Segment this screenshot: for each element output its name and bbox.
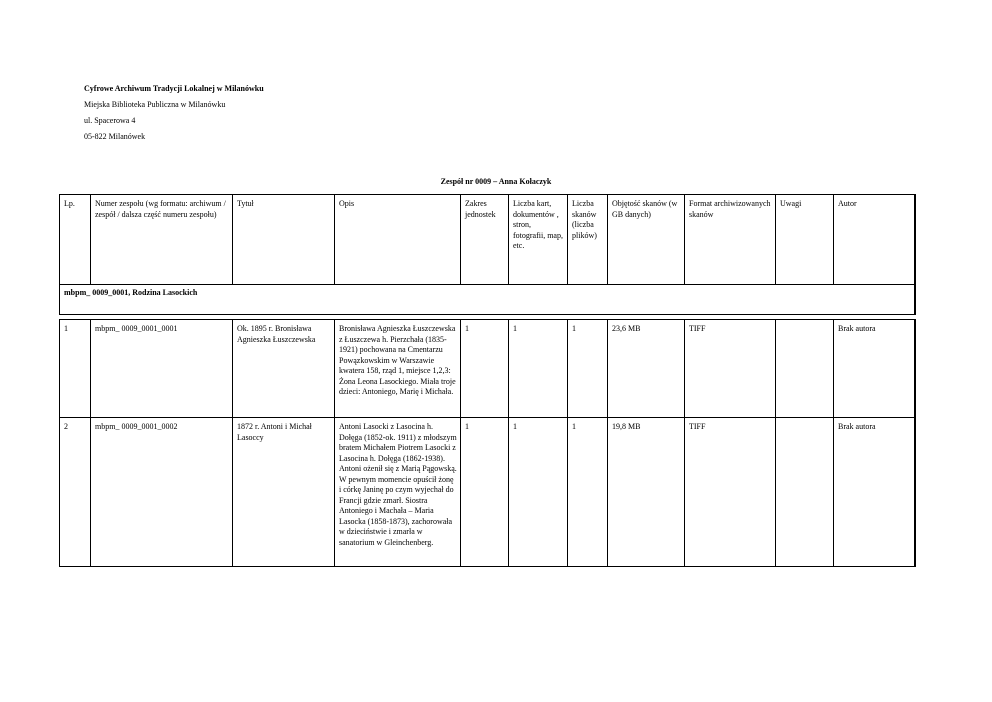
column-header-liczba-kart: Liczba kart, dokumentów , stron, fotografii, map, etc. bbox=[509, 195, 568, 285]
org-name: Cyfrowe Archiwum Tradycji Lokalnej w Milanówku bbox=[84, 84, 264, 93]
cell-numer: mbpm_ 0009_0001_0002 bbox=[91, 418, 233, 567]
cell-tytul: Ok. 1895 r. Bronisława Agnieszka Łuszczewska bbox=[233, 320, 335, 418]
cell-liczba-kart: 1 bbox=[509, 418, 568, 567]
cell-format: TIFF bbox=[685, 320, 776, 418]
cell-numer: mbpm_ 0009_0001_0001 bbox=[91, 320, 233, 418]
cell-uwagi bbox=[776, 320, 834, 418]
column-header-uwagi: Uwagi bbox=[776, 195, 834, 285]
cell-zakres: 1 bbox=[461, 418, 509, 567]
table-row bbox=[60, 320, 915, 418]
cell-objetosc: 23,6 MB bbox=[608, 320, 685, 418]
cell-autor: Brak autora bbox=[834, 320, 915, 418]
cell-liczba-skanow: 1 bbox=[568, 320, 608, 418]
column-header-objetosc: Objętość skanów (w GB danych) bbox=[608, 195, 685, 285]
column-header-numer: Numer zespołu (wg formatu: archiwum / zespół / dalsza część numeru zespołu) bbox=[91, 195, 233, 285]
cell-format: TIFF bbox=[685, 418, 776, 567]
city-address: 05-822 Milanówek bbox=[84, 132, 146, 141]
column-header-format: Format archiwizowanych skanów bbox=[685, 195, 776, 285]
cell-tytul: 1872 r. Antoni i Michał Lasoccy bbox=[233, 418, 335, 567]
cell-zakres: 1 bbox=[461, 320, 509, 418]
cell-lp: 1 bbox=[60, 320, 91, 418]
cell-opis: Bronisława Agnieszka Łuszczewska z Łuszczewa h. Pierzchała (1835-1921) pochowana na Cmentarzu Powązkowskim w Warszawie kwatera 158, rząd 1, miejsce 1,2,3: Żona Leona Lasockiego. Miała troje dzieci: Antoniego, Marię i Michała. bbox=[335, 320, 461, 418]
column-header-zakres: Zakres jednostek bbox=[461, 195, 509, 285]
column-header-lp: Lp. bbox=[60, 195, 91, 285]
inventory-table bbox=[59, 194, 916, 567]
cell-opis: Antoni Lasocki z Lasocina h. Dołęga (1852-ok. 1911) z młodszym bratem Michałem Piotrem Lasocki z Lasocina h. Dołęga (1862-1938). Antoni ożenił się z Marią Pągowską. W pewnym momencie opuścił żonę i córkę Janinę po czym wyjechał do Francji gdzie zmarł. Siostra Antoniego i Machała – Maria Lasocka (1858-1873), zachorowała w dzieciństwie i zmarła w sanatorium w Gleinchenberg. bbox=[335, 418, 461, 567]
street-address: ul. Spacerowa 4 bbox=[84, 116, 136, 125]
column-header-tytul: Tytuł bbox=[233, 195, 335, 285]
document-title: Zespół nr 0009 – Anna Kołaczyk bbox=[440, 177, 552, 186]
group-label: mbpm_ 0009_0001, Rodzina Lasockich bbox=[60, 285, 915, 315]
cell-autor: Brak autora bbox=[834, 418, 915, 567]
cell-liczba-kart: 1 bbox=[509, 320, 568, 418]
column-header-opis: Opis bbox=[335, 195, 461, 285]
cell-liczba-skanow: 1 bbox=[568, 418, 608, 567]
group-row bbox=[60, 285, 915, 315]
column-header-autor: Autor bbox=[834, 195, 915, 285]
column-header-liczba-skanow: Liczba skanów (liczba plików) bbox=[568, 195, 608, 285]
table-header-row bbox=[60, 195, 915, 285]
cell-uwagi bbox=[776, 418, 834, 567]
table-row bbox=[60, 418, 915, 567]
cell-objetosc: 19,8 MB bbox=[608, 418, 685, 567]
cell-lp: 2 bbox=[60, 418, 91, 567]
library-name: Miejska Biblioteka Publiczna w Milanówku bbox=[84, 100, 226, 109]
